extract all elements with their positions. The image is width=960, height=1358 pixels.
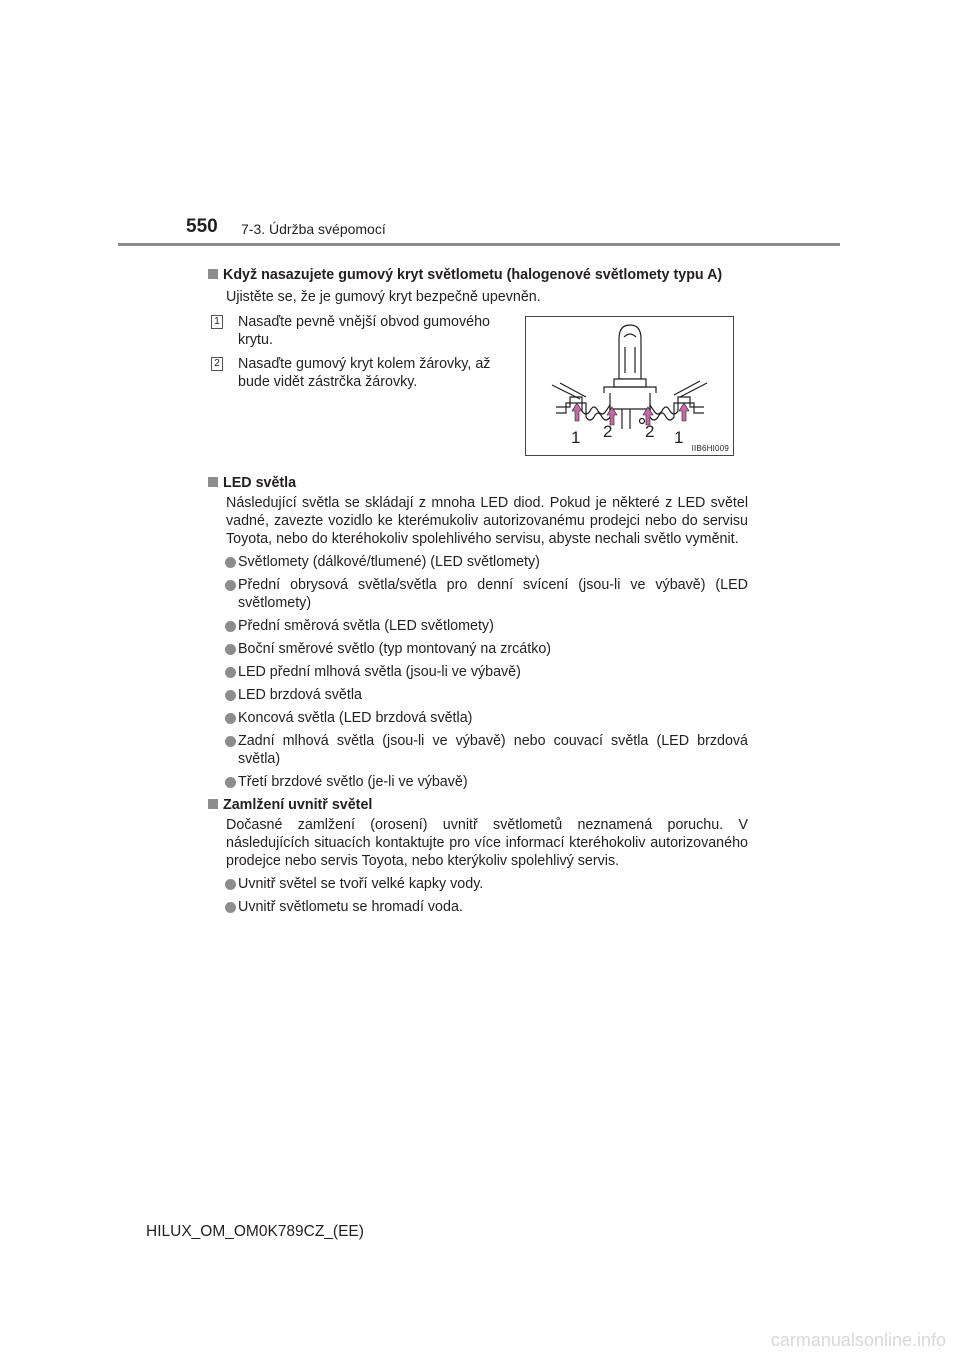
callout-2-right: 2 [645, 422, 655, 441]
bullet-dot-icon [225, 667, 236, 678]
list-item [208, 875, 748, 893]
list-item [208, 732, 748, 768]
list-item-text: Koncová světla (LED brzdová světla) [238, 710, 473, 726]
list-item-text: Zadní mlhová světla (jsou-li ve výbavě) nebo couvací světla (LED brzdová světla) [238, 733, 748, 767]
list-item-text: Uvnitř světel se tvoří velké kapky vody. [238, 876, 484, 892]
fogging-paragraph: Dočasné zamlžení (orosení) uvnitř světlometů neznamená poruchu. V následujících situacích kontaktujte pro více informací kteréhokoliv autorizovaného prodejce nebo servis Toyota, nebo kterýkoliv spolehlivý servis. [226, 817, 748, 869]
rubber-cover-heading [208, 266, 748, 284]
step-number-2: 2 [211, 357, 223, 371]
document-code: HILUX_OM_OM0K789CZ_(EE) [146, 1223, 364, 1240]
header-rule [118, 243, 840, 246]
list-item-text: Uvnitř světlometu se hromadí voda. [238, 899, 463, 915]
list-item [208, 640, 748, 658]
section-title: 7-3. Údržba svépomocí [241, 221, 386, 237]
list-item [208, 553, 748, 571]
list-item [208, 686, 748, 704]
headlight-bulb-figure [525, 316, 734, 456]
list-item-text: Přední obrysová světla/světla pro denní svícení (jsou-li ve výbavě) (LED světlomety) [238, 577, 748, 611]
led-heading [208, 474, 748, 492]
led-section [208, 474, 748, 791]
list-item-text: Přední směrová světla (LED světlomety) [238, 618, 494, 634]
step-2 [208, 355, 520, 391]
bullet-dot-icon [225, 580, 236, 591]
list-item-text: Boční směrové světlo (typ montovaný na zrcátko) [238, 641, 552, 657]
led-list [208, 553, 748, 791]
rubber-cover-heading-text: Když nasazujete gumový kryt světlometu (halogenové světlomety typu A) [223, 267, 723, 283]
list-item [208, 773, 748, 791]
list-item [208, 576, 748, 612]
fogging-heading [208, 796, 748, 814]
square-bullet-icon [208, 477, 218, 487]
bulb-rubber-cover-illustration [526, 317, 733, 455]
list-item [208, 617, 748, 635]
list-item [208, 898, 748, 916]
callout-2-left: 2 [603, 422, 613, 441]
page-number: 550 [186, 216, 218, 237]
bullet-dot-icon [225, 690, 236, 701]
fogging-list [208, 875, 748, 916]
list-item-text: LED přední mlhová světla (jsou-li ve výbavě) [238, 664, 521, 680]
bullet-dot-icon [225, 736, 236, 747]
bullet-dot-icon [225, 902, 236, 913]
bullet-dot-icon [225, 644, 236, 655]
bullet-dot-icon [225, 557, 236, 568]
step-1-text: Nasaďte pevně vnější obvod gumového krytu. [238, 314, 490, 348]
led-paragraph: Následující světla se skládají z mnoha LED diod. Pokud je některé z LED světel vadné, zavezte vozidlo ke kterémukoliv autorizovanému prodejci nebo do servisu Toyota, nebo do kteréhokoliv spolehlivého servisu, abyste nechali světlo vyměnit. [226, 495, 748, 547]
fogging-heading-text: Zamlžení uvnitř světel [223, 797, 373, 813]
list-item-text: Třetí brzdové světlo (je-li ve výbavě) [238, 774, 468, 790]
led-heading-text: LED světla [223, 475, 297, 491]
square-bullet-icon [208, 799, 218, 809]
list-item-text: Světlomety (dálkové/tlumené) (LED světlomety) [238, 554, 540, 570]
callout-1-right: 1 [674, 428, 684, 447]
step-1 [208, 313, 520, 349]
bullet-dot-icon [225, 621, 236, 632]
list-item-text: LED brzdová světla [238, 687, 362, 703]
list-item [208, 709, 748, 727]
list-item [208, 663, 748, 681]
rubber-cover-intro: Ujistěte se, že je gumový kryt bezpečně upevněn. [226, 289, 541, 305]
callout-1-left: 1 [571, 428, 581, 447]
bullet-dot-icon [225, 777, 236, 788]
bullet-dot-icon [225, 713, 236, 724]
fogging-section [208, 796, 748, 916]
step-2-text: Nasaďte gumový kryt kolem žárovky, až bude vidět zástrčka žárovky. [238, 356, 491, 390]
watermark[interactable]: carmanualsonline.info [770, 1330, 946, 1350]
step-number-1: 1 [211, 315, 223, 329]
square-bullet-icon [208, 269, 218, 279]
bullet-dot-icon [225, 879, 236, 890]
figure-code: IIB6HI009 [691, 444, 729, 453]
